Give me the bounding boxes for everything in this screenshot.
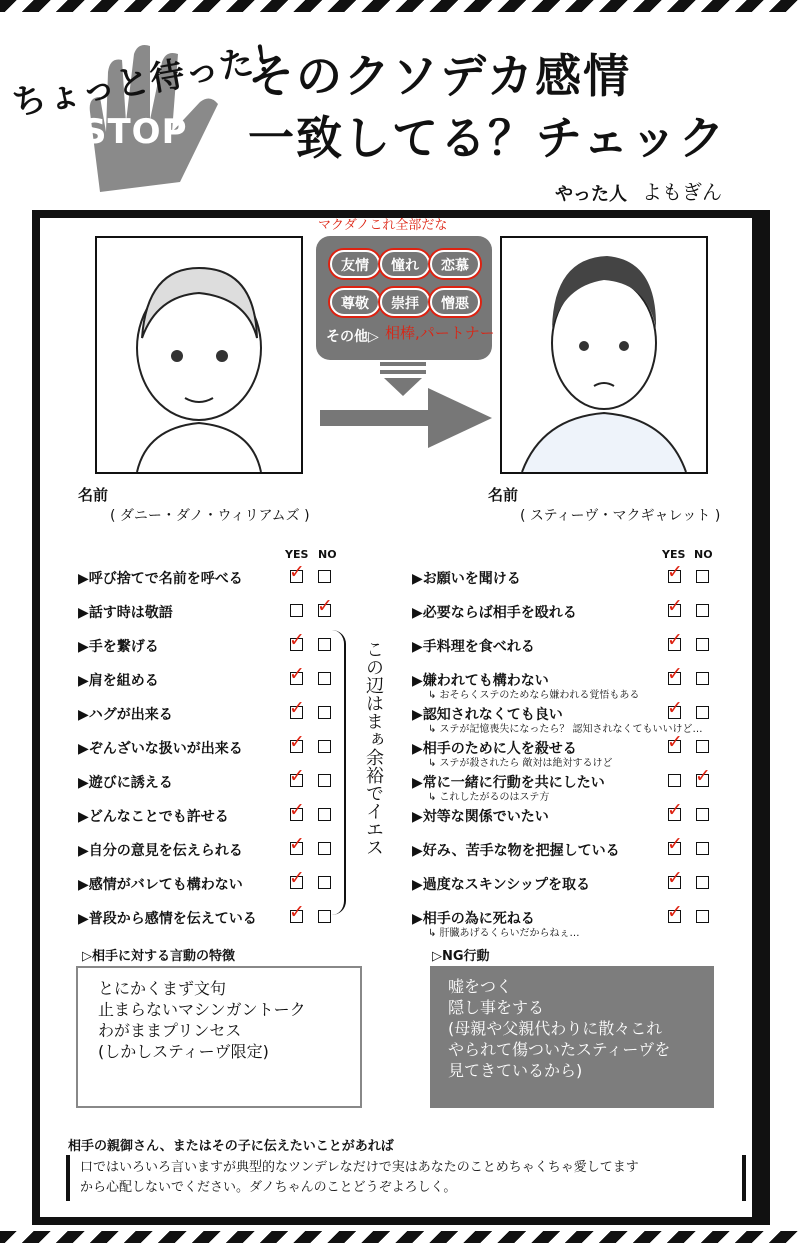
checkbox-no[interactable]	[696, 740, 709, 753]
speech-line: (しかしスティーヴ限定)	[98, 1042, 269, 1061]
check-mark-icon: ✓	[289, 799, 305, 821]
checkbox-no[interactable]	[696, 706, 709, 719]
checkbox-no[interactable]	[696, 604, 709, 617]
check-item-label: ▶相手の為に死ねる	[412, 911, 535, 927]
check-mark-icon: ✓	[667, 629, 683, 651]
ng-line: 見てきているから)	[448, 1061, 583, 1080]
left-yes-header: YES	[285, 548, 309, 561]
speech-line: とにかくまず文句	[98, 979, 227, 998]
message-line: 口ではいろいろ言いますが典型的なツンデレなだけで実はあなたのことめちゃくちゃ愛してます	[80, 1160, 639, 1175]
wait-heading: ちょっと待った！	[9, 35, 292, 124]
emotion-other-label: その他▷	[326, 329, 379, 345]
checkbox-no[interactable]	[696, 876, 709, 889]
check-mark-icon: ✓	[317, 595, 333, 617]
check-item-label: ▶対等な関係でいたい	[412, 809, 549, 825]
check-mark-icon: ✓	[667, 731, 683, 753]
emotion-item-5: 憎悪	[430, 288, 480, 316]
side-note: この辺はまぁ余裕でイエス	[363, 640, 384, 856]
page-title-line2: 一致してる？チェック	[248, 111, 727, 165]
checkbox-yes[interactable]	[668, 774, 681, 787]
ng-line: やられて傷ついたスティーヴを	[448, 1040, 671, 1059]
check-mark-icon: ✓	[289, 765, 305, 787]
sheet-frame-shadow	[752, 210, 770, 1225]
check-item-label: ▶手料理を食べれる	[412, 639, 535, 655]
emotion-item-0: 友情	[330, 250, 380, 278]
hazard-stripe-top	[0, 0, 800, 12]
check-item-label: ▶呼び捨てで名前を呼べる	[78, 571, 243, 587]
ng-box	[430, 966, 714, 1108]
right-note-1: ↳ おそらくステのためなら嫌われる覚悟もある	[428, 690, 640, 701]
right-yes-header: YES	[662, 548, 686, 561]
stop-label: STOP	[82, 112, 188, 152]
checkbox-no[interactable]	[318, 570, 331, 583]
message-title: 相手の親御さん、またはその子に伝えたいことがあれば	[68, 1139, 394, 1154]
checkbox-yes[interactable]	[290, 604, 303, 617]
right-note-2: ↳ ステが記憶喪失になったら？ 認知されなくてもいいけど…	[428, 724, 703, 735]
check-item-label: ▶普段から感情を伝えている	[78, 911, 257, 927]
check-mark-icon: ✓	[289, 731, 305, 753]
right-name-label: 名前	[488, 486, 519, 504]
portrait-right	[500, 236, 708, 474]
check-mark-icon: ✓	[289, 833, 305, 855]
ng-line: 隠し事をする	[448, 998, 545, 1017]
check-mark-icon: ✓	[289, 901, 305, 923]
emotion-item-2: 恋慕	[430, 250, 480, 278]
check-mark-icon: ✓	[667, 697, 683, 719]
checkbox-no[interactable]	[696, 910, 709, 923]
check-item-label: ▶遊びに誘える	[78, 775, 173, 791]
hazard-stripe-bottom	[0, 1231, 800, 1243]
right-note-3: ↳ ステが殺されたら 敵対は絶対するけど	[428, 758, 613, 769]
portrait-left	[95, 236, 303, 474]
check-item-label: ▶手を繋げる	[78, 639, 159, 655]
check-mark-icon: ✓	[289, 867, 305, 889]
speech-title: ▷相手に対する言動の特徴	[82, 949, 235, 964]
message-line: から心配しないでください。ダノちゃんのことどうぞよろしく。	[80, 1180, 457, 1195]
check-item-label: ▶相手のために人を殺せる	[412, 741, 577, 757]
check-item-label: ▶必要ならば相手を殴れる	[412, 605, 577, 621]
speech-line: 止まらないマシンガントーク	[98, 1000, 306, 1019]
left-no-header: NO	[318, 548, 337, 561]
check-mark-icon: ✓	[667, 595, 683, 617]
check-mark-icon: ✓	[289, 629, 305, 651]
left-name-label: 名前	[78, 486, 109, 504]
doer-label: やった人	[555, 184, 627, 205]
check-item-label: ▶感情がバレても構わない	[78, 877, 243, 893]
check-mark-icon: ✓	[667, 561, 683, 583]
emotion-item-4: 崇拝	[380, 288, 430, 316]
checkbox-no[interactable]	[696, 672, 709, 685]
right-note-4: ↳ これしたがるのはステ方	[428, 792, 550, 803]
check-item-label: ▶どんなことでも許せる	[78, 809, 229, 825]
checkbox-no[interactable]	[696, 638, 709, 651]
message-box	[66, 1155, 746, 1201]
person-right-icon	[502, 238, 706, 472]
check-item-label: ▶嫌われても構わない	[412, 673, 549, 689]
brace-mark	[330, 630, 346, 915]
emotion-item-3: 尊敬	[330, 288, 380, 316]
check-mark-icon: ✓	[289, 561, 305, 583]
check-item-label: ▶お願いを聞ける	[412, 571, 521, 587]
right-arrow-icon	[320, 388, 492, 448]
check-mark-icon: ✓	[667, 799, 683, 821]
doer-name: よもぎん	[642, 180, 722, 204]
check-mark-icon: ✓	[667, 901, 683, 923]
right-note-5: ↳ 肝臓あげるくらいだからねぇ…	[428, 928, 580, 939]
ng-line: 嘘をつく	[448, 977, 513, 996]
person-left-icon	[97, 238, 301, 472]
checkbox-no[interactable]	[696, 570, 709, 583]
check-item-label: ▶認知されなくても良い	[412, 707, 563, 723]
check-item-label: ▶過度なスキンシップを取る	[412, 877, 590, 893]
check-mark-icon: ✓	[695, 765, 711, 787]
checkbox-no[interactable]	[696, 842, 709, 855]
emotion-item-1: 憧れ	[380, 250, 430, 278]
left-name-value: ( ダニー・ダノ・ウィリアムズ )	[110, 508, 310, 524]
page-title-line1: そのクソデカ感情	[248, 49, 632, 103]
check-item-label: ▶ぞんざいな扱いが出来る	[78, 741, 243, 757]
emotion-other-value: 相棒,パートナー	[385, 324, 495, 342]
check-item-label: ▶ハグが出来る	[78, 707, 173, 723]
check-item-label: ▶好み、苦手な物を把握している	[412, 843, 620, 859]
check-item-label: ▶常に一緒に行動を共にしたい	[412, 775, 605, 791]
speech-box	[76, 966, 362, 1108]
check-mark-icon: ✓	[667, 867, 683, 889]
ng-line: (母親や父親代わりに散々これ	[448, 1019, 663, 1038]
check-mark-icon: ✓	[289, 697, 305, 719]
speech-line: わがままプリンセス	[98, 1021, 242, 1040]
right-no-header: NO	[694, 548, 713, 561]
emotion-note: マクダノこれ全部だな	[318, 218, 448, 233]
check-item-label: ▶話す時は敬語	[78, 605, 173, 621]
ng-title: ▷NG行動	[432, 949, 490, 964]
check-item-label: ▶肩を組める	[78, 673, 159, 689]
right-name-value: ( スティーヴ・マクギャレット )	[520, 508, 721, 524]
check-mark-icon: ✓	[289, 663, 305, 685]
check-mark-icon: ✓	[667, 663, 683, 685]
check-mark-icon: ✓	[667, 833, 683, 855]
check-item-label: ▶自分の意見を伝えられる	[78, 843, 243, 859]
checkbox-no[interactable]	[696, 808, 709, 821]
